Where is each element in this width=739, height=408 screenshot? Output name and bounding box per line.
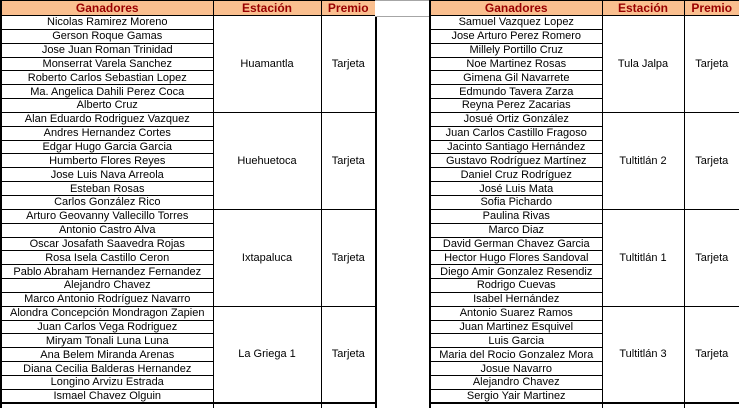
- spacer-cell[interactable]: [375, 0, 429, 17]
- winner-cell[interactable]: David German Chavez Garcia: [430, 237, 602, 251]
- winner-cell[interactable]: Josue Navarro: [430, 362, 602, 376]
- station-cell[interactable]: Tultitlán 1: [602, 209, 684, 306]
- winner-cell[interactable]: Jacinto Santiago Hernández: [430, 140, 602, 154]
- winner-cell[interactable]: Marco Antonio Rodríguez Navarro: [1, 292, 213, 306]
- winner-cell[interactable]: Sofia Pichardo: [430, 195, 602, 209]
- empty-cell[interactable]: [213, 403, 321, 408]
- table-row: [1, 306, 376, 320]
- prize-cell[interactable]: Tarjeta: [321, 112, 376, 209]
- winner-cell[interactable]: Jose Arturo Perez Romero: [430, 29, 602, 43]
- empty-cell[interactable]: [1, 403, 213, 408]
- table-row: [1, 112, 376, 126]
- winner-cell[interactable]: Maria del Rocio Gonzalez Mora: [430, 348, 602, 362]
- station-header-cell[interactable]: Estación: [213, 1, 321, 16]
- winner-cell[interactable]: Edmundo Tavera Zarza: [430, 85, 602, 99]
- winner-cell[interactable]: Esteban Rosas: [1, 182, 213, 196]
- station-cell[interactable]: Huehuetoca: [213, 112, 321, 209]
- empty-cell[interactable]: [430, 403, 602, 408]
- empty-cell[interactable]: [602, 403, 684, 408]
- winner-cell[interactable]: Jose Juan Roman Trinidad: [1, 43, 213, 57]
- winner-cell[interactable]: Alejandro Chavez: [430, 375, 602, 389]
- winner-cell[interactable]: Alberto Cruz: [1, 99, 213, 113]
- winner-cell[interactable]: Diego Amir Gonzalez Resendiz: [430, 265, 602, 279]
- winner-cell[interactable]: Luis Garcia: [430, 334, 602, 348]
- winner-cell[interactable]: Gerson Roque Gamas: [1, 29, 213, 43]
- winner-cell[interactable]: Paulina Rivas: [430, 209, 602, 223]
- prize-cell[interactable]: Tarjeta: [321, 16, 376, 113]
- winner-cell[interactable]: Daniel Cruz Rodríguez: [430, 168, 602, 182]
- table-row: [430, 209, 739, 223]
- winner-cell[interactable]: Gustavo Rodríguez Martínez: [430, 154, 602, 168]
- winner-cell[interactable]: Millely Portillo Cruz: [430, 43, 602, 57]
- station-cell[interactable]: Huamantla: [213, 16, 321, 113]
- winner-cell[interactable]: José Luis Mata: [430, 182, 602, 196]
- station-cell[interactable]: Tula Jalpa: [602, 16, 684, 113]
- station-cell[interactable]: La Griega 1: [213, 306, 321, 403]
- empty-cell[interactable]: [321, 403, 376, 408]
- prize-cell[interactable]: Tarjeta: [684, 16, 739, 113]
- station-cell[interactable]: Tultitlán 3: [602, 306, 684, 403]
- prize-cell[interactable]: Tarjeta: [684, 112, 739, 209]
- winner-cell[interactable]: Samuel Vazquez Lopez: [430, 16, 602, 30]
- table-row: [430, 16, 739, 30]
- winner-cell[interactable]: Hector Hugo Flores Sandoval: [430, 251, 602, 265]
- winner-cell[interactable]: Oscar Josafath Saavedra Rojas: [1, 237, 213, 251]
- winner-cell[interactable]: Rosa Isela Castillo Ceron: [1, 251, 213, 265]
- station-cell[interactable]: Tultitlán 2: [602, 112, 684, 209]
- winner-cell[interactable]: Andres Hernandez Cortes: [1, 126, 213, 140]
- winner-cell[interactable]: Noe Martinez Rosas: [430, 57, 602, 71]
- winner-cell[interactable]: Juan Martinez Esquivel: [430, 320, 602, 334]
- winner-cell[interactable]: Monserrat Varela Sanchez: [1, 57, 213, 71]
- cutoff-empty-row: [430, 403, 739, 408]
- winners-table-right: [429, 0, 739, 408]
- winners-header-cell[interactable]: Ganadores: [430, 1, 602, 16]
- winner-cell[interactable]: Reyna Perez Zacarias: [430, 99, 602, 113]
- winner-cell[interactable]: Gimena Gil Navarrete: [430, 71, 602, 85]
- prize-header-cell[interactable]: Premio: [684, 1, 739, 16]
- prize-cell[interactable]: Tarjeta: [684, 306, 739, 403]
- station-header-cell[interactable]: Estación: [602, 1, 684, 16]
- winner-cell[interactable]: Ma. Angelica Dahili Perez Coca: [1, 85, 213, 99]
- winner-cell[interactable]: Roberto Carlos Sebastian Lopez: [1, 71, 213, 85]
- winner-cell[interactable]: Marco Diaz: [430, 223, 602, 237]
- prize-cell[interactable]: Tarjeta: [321, 209, 376, 306]
- cutoff-empty-row: [1, 403, 376, 408]
- winners-header-cell[interactable]: Ganadores: [1, 1, 213, 16]
- winner-cell[interactable]: Antonio Suarez Ramos: [430, 306, 602, 320]
- winner-cell[interactable]: Antonio Castro Alva: [1, 223, 213, 237]
- winner-cell[interactable]: Alan Eduardo Rodriguez Vazquez: [1, 112, 213, 126]
- winner-cell[interactable]: Diana Cecilia Balderas Hernandez: [1, 362, 213, 376]
- winner-cell[interactable]: Alondra Concepción Mondragon Zapien: [1, 306, 213, 320]
- empty-cell[interactable]: [684, 403, 739, 408]
- table-row: [1, 16, 376, 30]
- winner-cell[interactable]: Alejandro Chavez: [1, 279, 213, 293]
- winner-cell[interactable]: Josué Ortiz González: [430, 112, 602, 126]
- table-row: [430, 112, 739, 126]
- winner-cell[interactable]: Humberto Flores Reyes: [1, 154, 213, 168]
- header-row: [430, 1, 739, 16]
- winner-cell[interactable]: Isabel Hernández: [430, 292, 602, 306]
- winner-cell[interactable]: Carlos González Rico: [1, 195, 213, 209]
- winner-cell[interactable]: Arturo Geovanny Vallecillo Torres: [1, 209, 213, 223]
- prize-header-cell[interactable]: Premio: [321, 1, 376, 16]
- table-row: [1, 209, 376, 223]
- winner-cell[interactable]: Ismael Chavez Olguin: [1, 389, 213, 403]
- winner-cell[interactable]: Juan Carlos Vega Rodriguez: [1, 320, 213, 334]
- winner-cell[interactable]: Sergio Yair Martinez: [430, 389, 602, 403]
- station-cell[interactable]: Ixtapaluca: [213, 209, 321, 306]
- winner-cell[interactable]: Nicolas Ramirez Moreno: [1, 16, 213, 30]
- prize-cell[interactable]: Tarjeta: [684, 209, 739, 306]
- winner-cell[interactable]: Pablo Abraham Hernandez Fernandez: [1, 265, 213, 279]
- winner-cell[interactable]: Edgar Hugo Garcia Garcia: [1, 140, 213, 154]
- table-row: [430, 306, 739, 320]
- winner-cell[interactable]: Miryam Tonali Luna Luna: [1, 334, 213, 348]
- winner-cell[interactable]: Jose Luis Nava Arreola: [1, 168, 213, 182]
- winner-cell[interactable]: Longino Arvizu Estrada: [1, 375, 213, 389]
- winner-cell[interactable]: Rodrigo Cuevas: [430, 279, 602, 293]
- prize-cell[interactable]: Tarjeta: [321, 306, 376, 403]
- header-row: [1, 1, 376, 16]
- winner-cell[interactable]: Ana Belem Miranda Arenas: [1, 348, 213, 362]
- winner-cell[interactable]: Juan Carlos Castillo Fragoso: [430, 126, 602, 140]
